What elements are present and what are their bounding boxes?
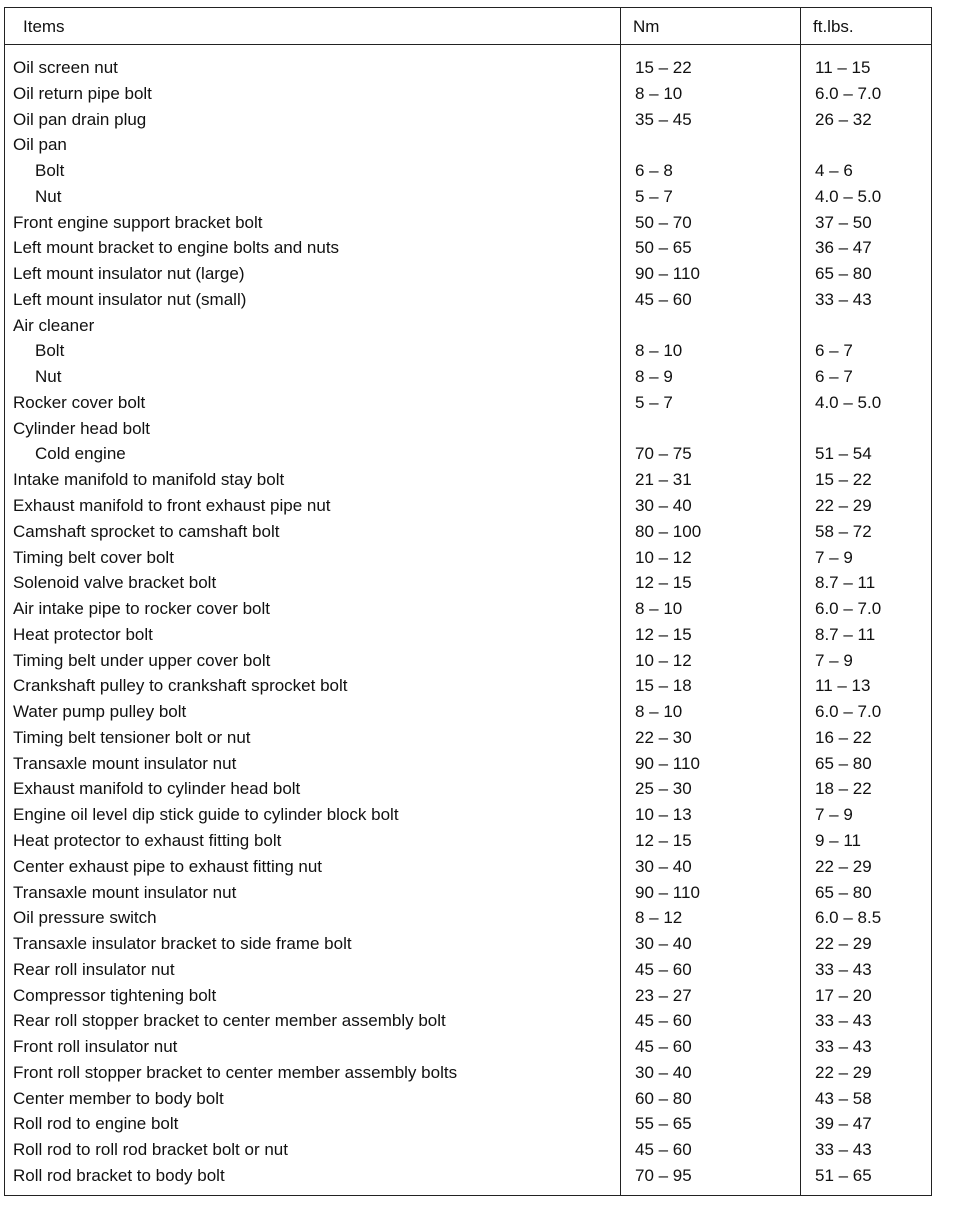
nm-value: 45 – 60 [635, 1037, 692, 1057]
torque-spec-table [4, 7, 932, 1196]
item-label: Bolt [35, 341, 65, 361]
item-label: Solenoid valve bracket bolt [13, 573, 217, 593]
table-row [5, 572, 931, 598]
ftlbs-value: 11 – 15 [815, 58, 871, 77]
item-label: Rocker cover bolt [13, 392, 146, 412]
table-row [5, 495, 931, 521]
ftlbs-value: 6.0 – 7.0 [815, 702, 882, 722]
ftlbs-value: 7 – 9 [815, 805, 853, 825]
header-ftlbs: ft.lbs. [813, 17, 854, 36]
table-row [5, 160, 931, 186]
item-label: Transaxle insulator bracket to side frame bolt [13, 934, 352, 954]
item-label: Front engine support bracket bolt [13, 212, 263, 232]
ftlbs-value: 7 – 9 [815, 547, 853, 567]
nm-value: 25 – 30 [635, 779, 692, 799]
item-label: Timing belt under upper cover bolt [13, 650, 271, 670]
item-label: Compressor tightening bolt [13, 985, 217, 1005]
ftlbs-value: 33 – 43 [815, 1011, 872, 1031]
item-label: Bolt [35, 161, 65, 181]
item-label: Intake manifold to manifold stay bolt [13, 470, 285, 490]
ftlbs-value: 65 – 80 [815, 753, 872, 773]
item-label: Engine oil level dip stick guide to cylinder block bolt [13, 805, 399, 825]
table-row [5, 727, 931, 753]
item-label: Water pump pulley bolt [13, 702, 187, 722]
item-label: Exhaust manifold to front exhaust pipe nut [13, 496, 331, 516]
nm-value: 10 – 13 [635, 805, 692, 825]
table-row [5, 675, 931, 701]
nm-value: 22 – 30 [635, 727, 692, 747]
table-row [5, 315, 931, 341]
table-row [5, 1010, 931, 1036]
item-label: Transaxle mount insulator nut [13, 882, 237, 902]
nm-value: 8 – 10 [635, 702, 683, 722]
item-label: Timing belt tensioner bolt or nut [13, 727, 251, 747]
item-label: Timing belt cover bolt [13, 547, 174, 567]
nm-value: 12 – 15 [635, 624, 692, 644]
table-row [5, 57, 931, 83]
table-row [5, 650, 931, 676]
ftlbs-value: 33 – 43 [815, 1140, 872, 1160]
nm-value: 45 – 60 [635, 1011, 692, 1031]
ftlbs-value: 33 – 43 [815, 1037, 872, 1057]
ftlbs-value: 51 – 65 [815, 1165, 872, 1185]
ftlbs-value: 43 – 58 [815, 1088, 872, 1108]
nm-value: 30 – 40 [635, 496, 692, 516]
table-row [5, 985, 931, 1011]
ftlbs-value: 8.7 – 11 [815, 624, 876, 644]
ftlbs-value: 16 – 22 [815, 727, 872, 747]
nm-value: 50 – 65 [635, 238, 692, 258]
nm-value: 90 – 110 [635, 753, 700, 773]
ftlbs-value: 11 – 13 [815, 676, 871, 696]
ftlbs-value: 18 – 22 [815, 779, 872, 799]
nm-value: 90 – 110 [635, 264, 700, 284]
ftlbs-value: 6.0 – 7.0 [815, 83, 882, 103]
item-label: Nut [35, 367, 62, 387]
nm-value: 30 – 40 [635, 856, 692, 876]
nm-value: 80 – 100 [635, 521, 702, 541]
item-label: Camshaft sprocket to camshaft bolt [13, 521, 280, 541]
table-row [5, 753, 931, 779]
nm-value: 12 – 15 [635, 830, 692, 850]
ftlbs-value: 4 – 6 [815, 161, 853, 181]
table-row [5, 882, 931, 908]
ftlbs-value: 65 – 80 [815, 882, 872, 902]
header-items: Items [23, 17, 65, 36]
ftlbs-value: 22 – 29 [815, 1062, 872, 1082]
item-label: Rear roll stopper bracket to center member assembly bolt [13, 1011, 446, 1031]
table-row [5, 134, 931, 160]
table-row [5, 804, 931, 830]
item-label: Left mount bracket to engine bolts and nuts [13, 238, 340, 258]
ftlbs-value: 6.0 – 7.0 [815, 599, 882, 619]
table-row [5, 830, 931, 856]
table-row [5, 212, 931, 238]
table-row [5, 392, 931, 418]
nm-value: 8 – 9 [635, 367, 673, 387]
ftlbs-value: 37 – 50 [815, 212, 872, 232]
ftlbs-value: 33 – 43 [815, 289, 872, 309]
nm-value: 45 – 60 [635, 289, 692, 309]
ftlbs-value: 7 – 9 [815, 650, 853, 670]
item-label: Front roll stopper bracket to center member assembly bolts [13, 1062, 458, 1082]
nm-value: 70 – 95 [635, 1165, 692, 1185]
item-label: Exhaust manifold to cylinder head bolt [13, 779, 301, 799]
ftlbs-value: 36 – 47 [815, 238, 872, 258]
item-label: Front roll insulator nut [13, 1037, 178, 1057]
nm-value: 10 – 12 [635, 650, 692, 670]
item-label: Heat protector to exhaust fitting bolt [13, 830, 282, 850]
ftlbs-value: 33 – 43 [815, 959, 872, 979]
nm-value: 8 – 10 [635, 341, 683, 361]
item-label: Transaxle mount insulator nut [13, 753, 237, 773]
nm-value: 8 – 12 [635, 908, 683, 928]
table-row [5, 237, 931, 263]
ftlbs-value: 17 – 20 [815, 985, 872, 1005]
ftlbs-value: 6 – 7 [815, 367, 853, 387]
item-label: Air intake pipe to rocker cover bolt [13, 599, 271, 619]
table-row [5, 263, 931, 289]
table-row [5, 1165, 931, 1191]
header-nm: Nm [633, 17, 660, 36]
table-row [5, 547, 931, 573]
ftlbs-value: 15 – 22 [815, 470, 872, 490]
table-row [5, 907, 931, 933]
item-label: Center exhaust pipe to exhaust fitting nut [13, 856, 323, 876]
item-label: Oil pan [13, 135, 67, 155]
item-label: Nut [35, 186, 62, 206]
table-row [5, 598, 931, 624]
nm-value: 5 – 7 [635, 392, 673, 412]
item-label: Roll rod to engine bolt [13, 1114, 179, 1134]
item-label: Cylinder head bolt [13, 418, 151, 438]
item-label: Left mount insulator nut (small) [13, 289, 247, 309]
table-row [5, 778, 931, 804]
nm-value: 70 – 75 [635, 444, 692, 464]
ftlbs-value: 39 – 47 [815, 1114, 872, 1134]
item-label: Oil pan drain plug [13, 109, 147, 129]
ftlbs-value: 4.0 – 5.0 [815, 186, 882, 206]
table-row [5, 366, 931, 392]
nm-value: 8 – 10 [635, 599, 683, 619]
item-label: Oil return pipe bolt [13, 83, 152, 103]
item-label: Cold engine [35, 444, 126, 464]
item-label: Roll rod bracket to body bolt [13, 1165, 225, 1185]
ftlbs-value: 8.7 – 11 [815, 573, 876, 593]
ftlbs-value: 26 – 32 [815, 109, 872, 129]
item-label: Left mount insulator nut (large) [13, 264, 245, 284]
table-row [5, 340, 931, 366]
header-divider [5, 44, 931, 45]
ftlbs-value: 6.0 – 8.5 [815, 908, 882, 928]
ftlbs-value: 22 – 29 [815, 496, 872, 516]
item-label: Oil screen nut [13, 58, 118, 77]
table-row [5, 521, 931, 547]
item-label: Heat protector bolt [13, 624, 153, 644]
nm-value: 8 – 10 [635, 83, 683, 103]
table-row [5, 701, 931, 727]
table-row [5, 289, 931, 315]
nm-value: 6 – 8 [635, 161, 673, 181]
table-row [5, 624, 931, 650]
nm-value: 30 – 40 [635, 1062, 692, 1082]
ftlbs-value: 65 – 80 [815, 264, 872, 284]
nm-value: 15 – 22 [635, 58, 692, 77]
nm-value: 35 – 45 [635, 109, 692, 129]
nm-value: 21 – 31 [635, 470, 692, 490]
table-row [5, 418, 931, 444]
nm-value: 45 – 60 [635, 1140, 692, 1160]
item-label: Air cleaner [13, 315, 95, 335]
table-row [5, 1139, 931, 1165]
table-row [5, 186, 931, 212]
table-row [5, 1062, 931, 1088]
table-row [5, 1088, 931, 1114]
nm-value: 23 – 27 [635, 985, 692, 1005]
ftlbs-value: 9 – 11 [815, 830, 862, 850]
table-row [5, 109, 931, 135]
item-label: Roll rod to roll rod bracket bolt or nut [13, 1140, 288, 1160]
nm-value: 60 – 80 [635, 1088, 692, 1108]
item-label: Oil pressure switch [13, 908, 157, 928]
table-row [5, 83, 931, 109]
nm-value: 30 – 40 [635, 934, 692, 954]
item-label: Rear roll insulator nut [13, 959, 175, 979]
ftlbs-value: 22 – 29 [815, 934, 872, 954]
table-row [5, 933, 931, 959]
ftlbs-value: 51 – 54 [815, 444, 872, 464]
ftlbs-value: 4.0 – 5.0 [815, 392, 882, 412]
ftlbs-value: 58 – 72 [815, 521, 872, 541]
nm-value: 5 – 7 [635, 186, 673, 206]
nm-value: 10 – 12 [635, 547, 692, 567]
item-label: Crankshaft pulley to crankshaft sprocket bolt [13, 676, 348, 696]
nm-value: 55 – 65 [635, 1114, 692, 1134]
table-body [5, 57, 931, 1191]
ftlbs-value: 22 – 29 [815, 856, 872, 876]
nm-value: 50 – 70 [635, 212, 692, 232]
nm-value: 15 – 18 [635, 676, 692, 696]
table-row [5, 1113, 931, 1139]
nm-value: 12 – 15 [635, 573, 692, 593]
nm-value: 45 – 60 [635, 959, 692, 979]
nm-value: 90 – 110 [635, 882, 700, 902]
table-row [5, 959, 931, 985]
ftlbs-value: 6 – 7 [815, 341, 853, 361]
item-label: Center member to body bolt [13, 1088, 224, 1108]
table-row [5, 1036, 931, 1062]
table-row [5, 443, 931, 469]
table-row [5, 469, 931, 495]
table-row [5, 856, 931, 882]
